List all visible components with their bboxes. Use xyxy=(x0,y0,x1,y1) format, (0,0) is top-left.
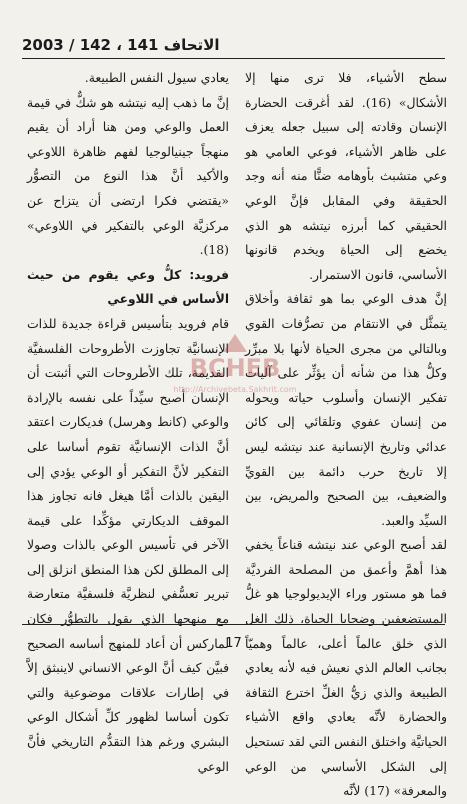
header-divider xyxy=(22,58,445,59)
left-intro-line: يعادي سيول النفس الطبيعة. xyxy=(84,70,229,85)
journal-issue-label: الاتحاف 141 ، 142 / 2003 xyxy=(22,36,220,54)
right-paragraph-1: سطح الأشياء، فلا ترى منها إلا الأشكال» (16). لقد أغرقت الحضارة الإنسان وقادته إلى سبيل جعله يعزف على ظاهر الأشياء، فوعي العامي هو وعي متشبث بأوهامه ضنًّا منه أنه وجد الحقيقة وفي المقابل فإنَّ الوعي الحقيقي كما أبرزه نيتشه هو الذي يخضع إلى الحياة ويخدم قانونها الأساسي، قانون الاستمرار. xyxy=(245,70,447,282)
right-paragraph-3: لقد أصبح الوعي عند نيتشه قناعاً يخفي هذا أهمَّ وأعمق من المصلحة الفرديَّة فما هو مستور وراء الإيديولوجيا هو غلُّ المستضعفين وضحايا الحياة، ذلك الغل الذي خلق عالماً أعلى، عالماً وهميّاً بجانب العالم الذي نعيش فيه لأنه يعادي الطبيعة والذي زيُّ الغلِّ اخترع الثقافة والحضارة لأنَّه يعادي واقع الأشياء الحياتيَّة واختلق النفس التي لقد تستحيل إلى الشكل الأساسي من الوعي والمعرفة» (17) لأنَّه xyxy=(245,537,447,799)
watermark-url-text: http://Archivebeta.Sakhrit.com xyxy=(173,385,297,394)
left-column xyxy=(27,66,229,774)
left-paragraph-2: قام فرويد بتأسيس قراءة جديدة للذات الإنسانيَّة تجاوزت الأطروحات الفلسفيَّة القديمة، تلك الأطروحات التي أثبتت أن الإنسان أصبح سيِّداً على نفسه بالإرادة والوعي (كانط وهرسل) فديكارت اعتقد أنَّ الذات الإنسانيَّة تقوم أساسا على التفكير لأنَّ التفكير أو الوعي يؤدي إلى اليقين بالذات أمَّا هيغل فانه تجاوز هذا الموقف الديكارتي مؤكِّدا على قيمة الآخر في تأسيس الوعي بالذات وصولا إلى المطلق لكن هذا المنطق انزلق إلى تبرير تعسُّفي لنظريَّة فلسفيَّة متعارضة مع منهجها الذي يقول بالتطوُّر فكان لماركس أن أعاد للمنهج أساسه الصحيح فبيَّن كيف أنَّ الوعي الانساني لاينبثق إلاَّ في إطارات علاقات موضوعية والتي تكون أساسا لظهور كلِّ أشكال الوعي البشري ورغم هذا التقدُّم التاريخي فأنَّ الوعي xyxy=(27,315,229,774)
footer-divider xyxy=(22,624,445,625)
section-subheading: فرويد: كلُّ وعي يقوم من حيث الأساس في اللاوعي xyxy=(27,267,229,307)
right-column xyxy=(245,66,447,799)
left-paragraph-1: إنَّ ما ذهب إليه نيتشه هو شكٌّ في قيمة العمل والوعي ومن هنا أراد أن يقيم منهجاً جينيالوجيا لفهم ظاهرة اللاوعي والأكيد أنَّ هذا النوع من التصوُّر «يقتضي فكرا ارتضى أن يتزاح عن مركزيَّة الوعي بالتفكير في اللاوعي» (18). xyxy=(27,94,229,258)
page-number: 17 xyxy=(225,636,242,651)
watermark-logo-text: BCHEB xyxy=(189,354,281,382)
right-paragraph-2: إنَّ هدف الوعي بما هو ثقافة وأخلاق يتمثَّل في الانتقام من تصرُّفات القوي وبالتالي من مجرى الحياة لأنها بلا مبرِّر وكلُّ هذا من شأنه أن يؤثِّر على آليات تفكير الإنسان وأسلوب حياته ويحوله من إنسان عفوي وتلقائي إلى كائن عدائي وتاريخ الإنسانية عند نيتشه ليس إلا تاريخ حرب دائمة بين القويِّ والضعيف، بين الصحيح والمريض، بين السيِّد والعبد. xyxy=(245,291,447,528)
running-header xyxy=(22,24,445,54)
